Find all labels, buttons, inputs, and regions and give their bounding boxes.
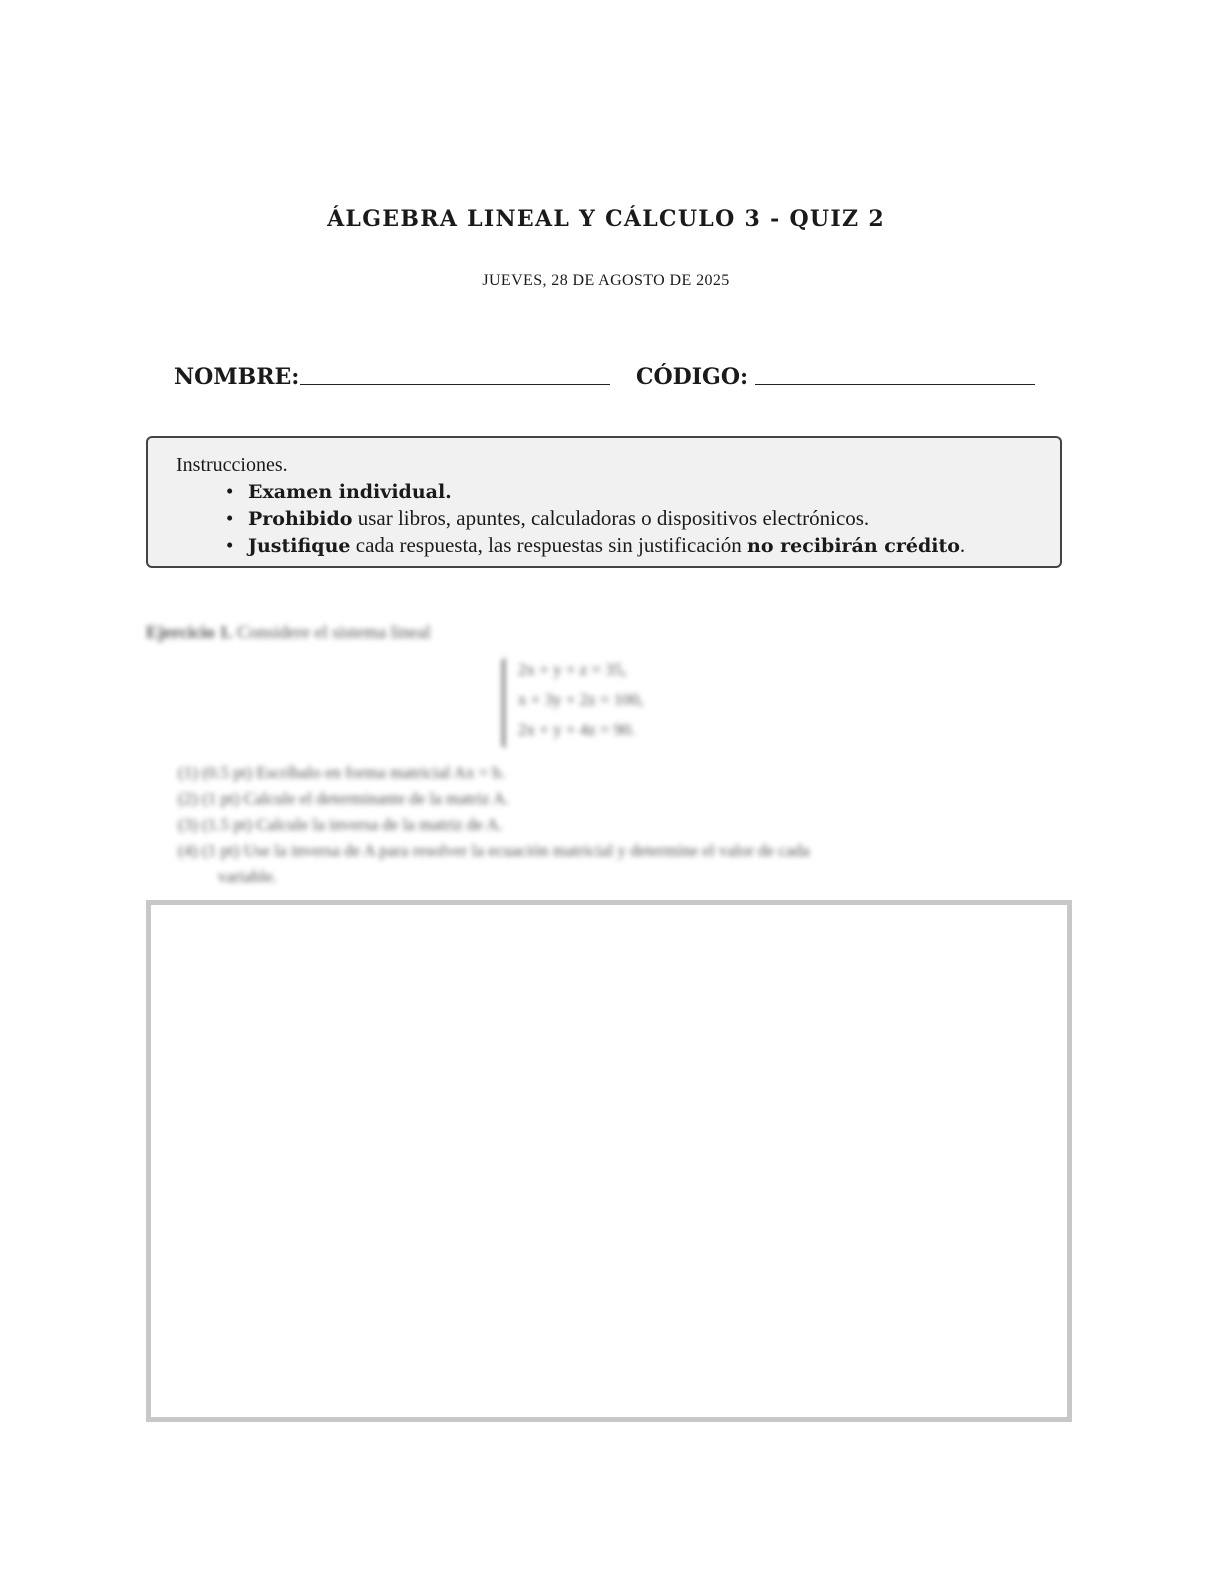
exercise-part-2: (2) (1 pt) Calcule el determinante de la matriz A.	[178, 789, 510, 808]
instructions-list	[226, 478, 965, 559]
left-brace	[502, 658, 513, 748]
equation-2: x + 3y + 2z = 100,	[518, 690, 644, 709]
instruction-item-justify: • Justifique cada respuesta, las respuestas sin justificación no recibirán crédito.	[226, 533, 966, 557]
exercise-part-1: (1) (0.5 pt) Escríbalo en forma matricial Ax = b.	[178, 763, 506, 782]
equation-1: 2x + y + z = 35,	[518, 660, 627, 679]
bullet-icon: •	[226, 506, 234, 530]
equation-3: 2x + y + 4z = 90.	[518, 720, 636, 739]
name-label: NOMBRE:	[174, 364, 300, 390]
code-field-line	[755, 384, 1035, 385]
name-field-line	[300, 384, 610, 385]
instructions-title: Instrucciones.	[176, 454, 288, 476]
instructions-box	[146, 436, 1062, 568]
page-title: ÁLGEBRA LINEAL Y CÁLCULO 3 - QUIZ 2	[327, 206, 885, 232]
code-label: CÓDIGO:	[636, 364, 749, 390]
exercise-heading: Ejercicio 1.	[146, 622, 233, 642]
instruction-item-prohibited: • Prohibido usar libros, apuntes, calculadoras o dispositivos electrónicos.	[226, 506, 870, 530]
instruction-item-individual: • Examen individual.	[226, 479, 452, 503]
linear-system	[500, 656, 720, 752]
exercise-parts	[178, 760, 1078, 890]
exercise-part-4-continuation: variable.	[218, 867, 277, 886]
exercise-statement	[146, 622, 431, 643]
answer-box[interactable]	[146, 900, 1072, 1422]
exercise-part-3: (3) (1.5 pt) Calcule la inversa de la matriz de A.	[178, 815, 503, 834]
exam-date: JUEVES, 28 DE AGOSTO DE 2025	[482, 272, 730, 289]
exercise-part-4: (4) (1 pt) Use la inversa de A para resolver la ecuación matricial y determine el valor de cada	[178, 841, 810, 860]
exercise-intro: Considere el sistema lineal	[232, 622, 431, 642]
bullet-icon: •	[226, 479, 234, 503]
bullet-icon: •	[226, 533, 234, 557]
